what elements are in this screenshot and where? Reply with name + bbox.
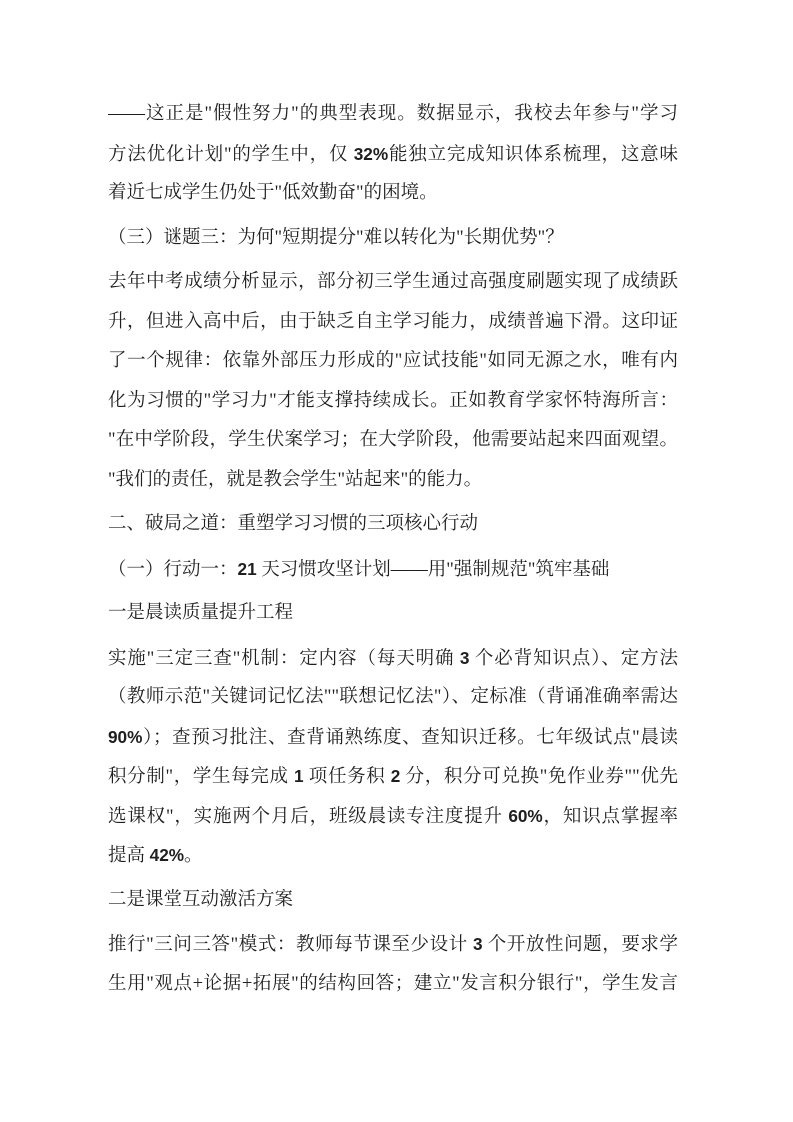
- text-line: （三）谜题三：为何"短期提分"难以转化为"长期优势"？: [108, 227, 564, 248]
- text-line: 着近七成学生仍处于"低效勤奋"的困境。: [108, 183, 438, 203]
- paragraph-9: [108, 925, 678, 1004]
- numeric-text: 3: [459, 647, 470, 668]
- text-line: 方法优化计划"的学生中，仅 32%能独立完成知识体系梳理，这意味: [108, 143, 678, 165]
- numeric-text: 1: [293, 766, 304, 786]
- text-line: 二是课堂互动激活方案: [108, 889, 294, 910]
- text-line: 二、破局之道：重塑学习习惯的三项核心行动: [108, 514, 479, 534]
- numeric-text: 32%: [353, 143, 389, 164]
- text-line: 积分制"，学生每完成 1 项任务积 2 分，积分可兑换"免作业券""优先: [108, 766, 678, 787]
- text-line: ——这正是"假性努力"的典型表现。数据显示，我校去年参与"学习: [108, 104, 678, 124]
- text-line: 实施"三定三查"机制：定内容（每天明确 3 个必背知识点）、定方法: [108, 647, 678, 669]
- text-line: "在中学阶段，学生伏案学习；在大学阶段，他需要站起来四面观望。: [108, 430, 678, 450]
- text-line: 生用"观点+论据+拓展"的结构回答；建立"发言积分银行"，学生发言: [108, 973, 678, 994]
- text-line: "我们的责任，就是教会学生"站起来"的能力。: [108, 469, 483, 490]
- numeric-text: 42%: [149, 845, 185, 865]
- text-line: 提高 42%。: [108, 845, 203, 866]
- text-line: 90%）；查预习批注、查背诵熟练度、查知识迁移。七年级试点"晨读: [108, 726, 678, 748]
- paragraph-7: [108, 639, 678, 876]
- text-line: 去年中考成绩分析显示，部分初三学生通过高强度刷题实现了成绩跃: [108, 272, 678, 292]
- paragraph-6: [108, 594, 678, 634]
- text-line: （教师示范"关键词记忆法""联想记忆法"）、定标准（背诵准确率需达: [108, 687, 678, 707]
- text-line: （一）行动一：21 天习惯攻坚计划——用"强制规范"筑牢基础: [108, 558, 610, 580]
- text-line: 推行"三问三答"模式：教师每节课至少设计 3 个开放性问题，要求学: [108, 934, 678, 955]
- text-line: 选课权"，实施两个月后，班级晨读专注度提升 60%，知识点掌握率: [108, 805, 678, 827]
- text-line: 化为习惯的"学习力"才能支撑持续成长。正如教育学家怀特海所言：: [108, 390, 678, 411]
- paragraph-1: [108, 95, 678, 214]
- text-line: 升，但进入高中后，由于缺乏自主学习能力，成绩普遍下滑。这印证: [108, 311, 678, 332]
- paragraph-8: [108, 881, 678, 921]
- paragraph-4: [108, 505, 678, 545]
- paragraph-5: [108, 550, 678, 590]
- text-line: 一是晨读质量提升工程: [108, 603, 294, 623]
- paragraph-3: [108, 263, 678, 500]
- numeric-text: 2: [390, 766, 401, 786]
- numeric-text: 60%: [508, 805, 543, 826]
- document-body: [108, 95, 678, 1009]
- numeric-text: 90%: [108, 726, 143, 747]
- paragraph-2: [108, 219, 678, 259]
- text-line: 了一个规律：依靠外部压力形成的"应试技能"如同无源之水，唯有内: [108, 351, 678, 371]
- numeric-text: 21: [237, 558, 257, 579]
- numeric-text: 3: [472, 934, 483, 954]
